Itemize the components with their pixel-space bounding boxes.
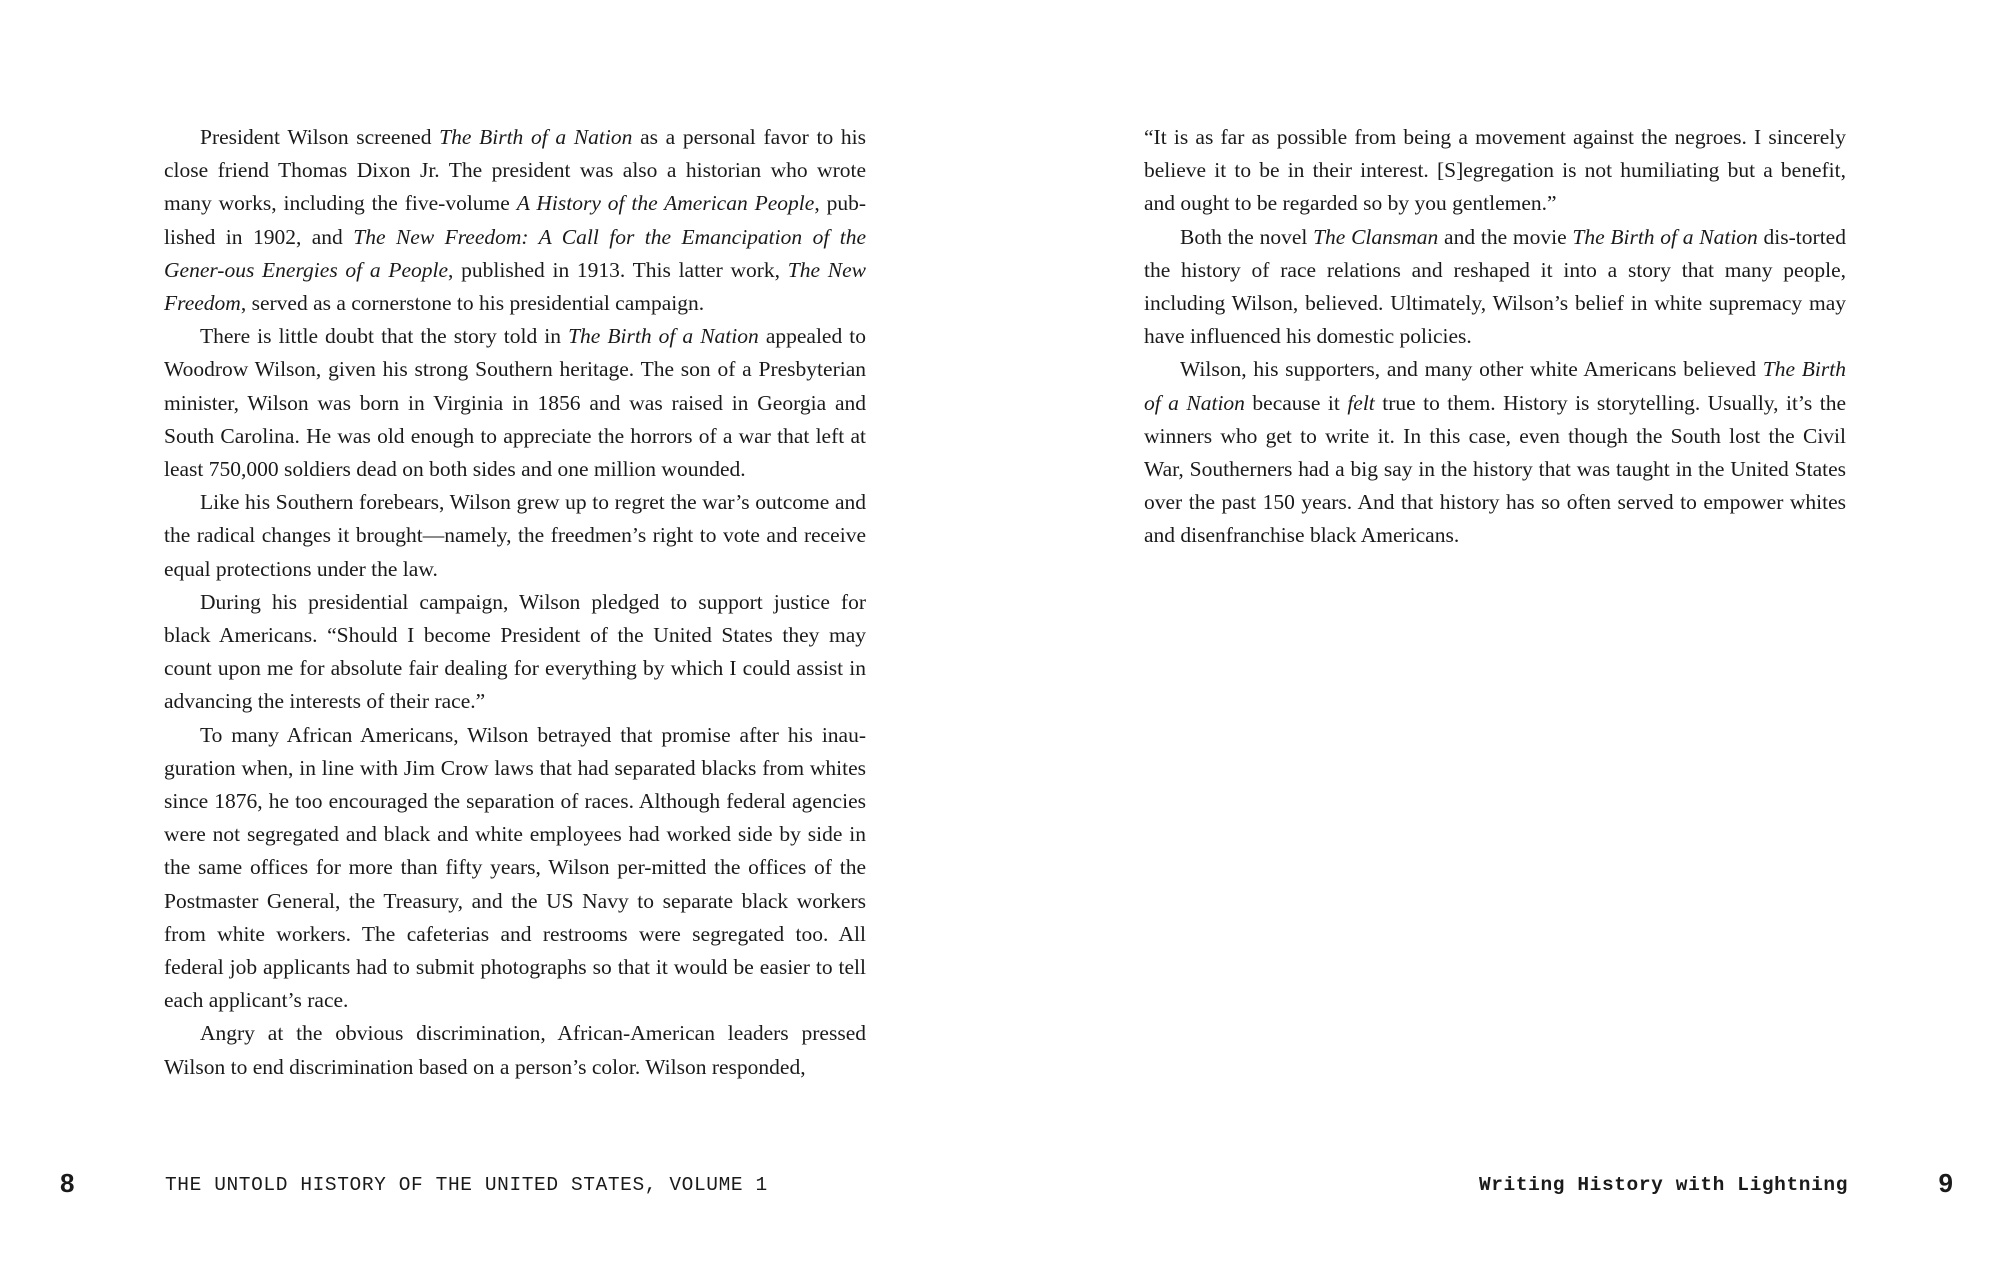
book-title: The New Freedom: A Call for the Emancipation of the Gener-ous Energies of a People — [164, 224, 866, 282]
paragraph: There is little doubt that the story told in The Birth of a Nation appealed to Woodrow Wilson, given his strong Southern heritage. The son of a Presbyterian minister, Wilson was born in Virginia in 1856 and was raised in Georgia and South Carolina. He was old enough to appreciate the horrors of a war that left at least 750,000 soldiers dead on both sides and one million wounded. — [164, 324, 867, 482]
film-title: The Birth of a Nation — [1572, 224, 1758, 249]
right-page — [1000, 0, 2000, 1269]
quotation-paragraph: “It is as far as possible from being a movement against the negroes. I sincerely believe it to be in their interest. [S]egregation is not humiliating but a benefit, and ought to be regarded so by you gentlemen.” — [1144, 125, 1846, 216]
paragraph: Angry at the obvious discrimination, African-American leaders pressed Wilson to end discrimination based on a person’s color. Wilson responded, — [164, 1021, 866, 1079]
paragraph: Wilson, his supporters, and many other white Americans believed The Birth of a Nation because it felt true to them. History is storytelling. Usually, it’s the winners who get to write it. In this case, even though the South lost the Civil War, Southerners had a big say in the history that was taught in the United States over the past 150 years. And that history has so often served to empower whites and disenfranchise black Americans. — [1144, 357, 1846, 548]
page-number: 9 — [1938, 1168, 1953, 1198]
running-head: Writing History with Lightning — [1478, 1174, 1848, 1196]
paragraph: Both the novel The Clansman and the movie The Birth of a Nation dis-torted the history of race relations and reshaped it into a story that many people, including Wilson, believed. Ultimately, Wilson’s belief in white supremacy may have influenced his domestic policies. — [1144, 224, 1846, 349]
page-number: 8 — [60, 1168, 75, 1198]
paragraph: During his presidential campaign, Wilson pledged to support justice for black Americans. “Should I become President of the United States they may count upon me for absolute fair dealing for everything by which I could assist in advancing the interests of their race.” — [164, 589, 866, 714]
paragraph: President Wilson screened The Birth of a Nation as a personal favor to his close friend Thomas Dixon Jr. The president was also a historian who wrote many works, including the five-volume A History of the American People, pub-lished in 1902, and The New Freedom: A Call for the Emancipation of the Gener-ous Energies of a People, published in 1913. This latter work, The New Freedom, served as a cornerstone to his presidential campaign. — [164, 125, 867, 316]
running-head: THE UNTOLD HISTORY OF THE UNITED STATES, VOLUME 1 — [165, 1174, 768, 1196]
right-page-body — [1144, 121, 1846, 553]
book-title: The Birth of a Nation — [439, 125, 633, 149]
emphasis: felt — [1347, 390, 1375, 415]
left-page-body — [164, 121, 866, 1084]
book-title: A History of the American People — [516, 191, 815, 216]
film-title: The Birth of a Nation — [568, 324, 759, 349]
book-title: The New Freedom — [164, 257, 866, 316]
film-title: The Birth of a Nation — [1144, 357, 1846, 415]
paragraph: Like his Southern forebears, Wilson grew up to regret the war’s outcome and the radical changes it brought—namely, the freedmen’s right to vote and receive equal protections under the law. — [164, 490, 866, 581]
paragraph: To many African Americans, Wilson betrayed that promise after his inau-guration when, in line with Jim Crow laws that had separated blacks from whites since 1876, he too encouraged the separation of races. Although federal agencies were not segregated and black and white employees had worked side by side in the same offices for more than fifty years, Wilson per-mitted the offices of the Postmaster General, the Treasury, and the US Navy to separate black workers from white workers. The cafeterias and restrooms were segregated too. All federal job applicants had to submit photographs so that it would be easier to tell each applicant’s race. — [164, 722, 866, 1013]
book-title: The Clansman — [1313, 224, 1439, 249]
